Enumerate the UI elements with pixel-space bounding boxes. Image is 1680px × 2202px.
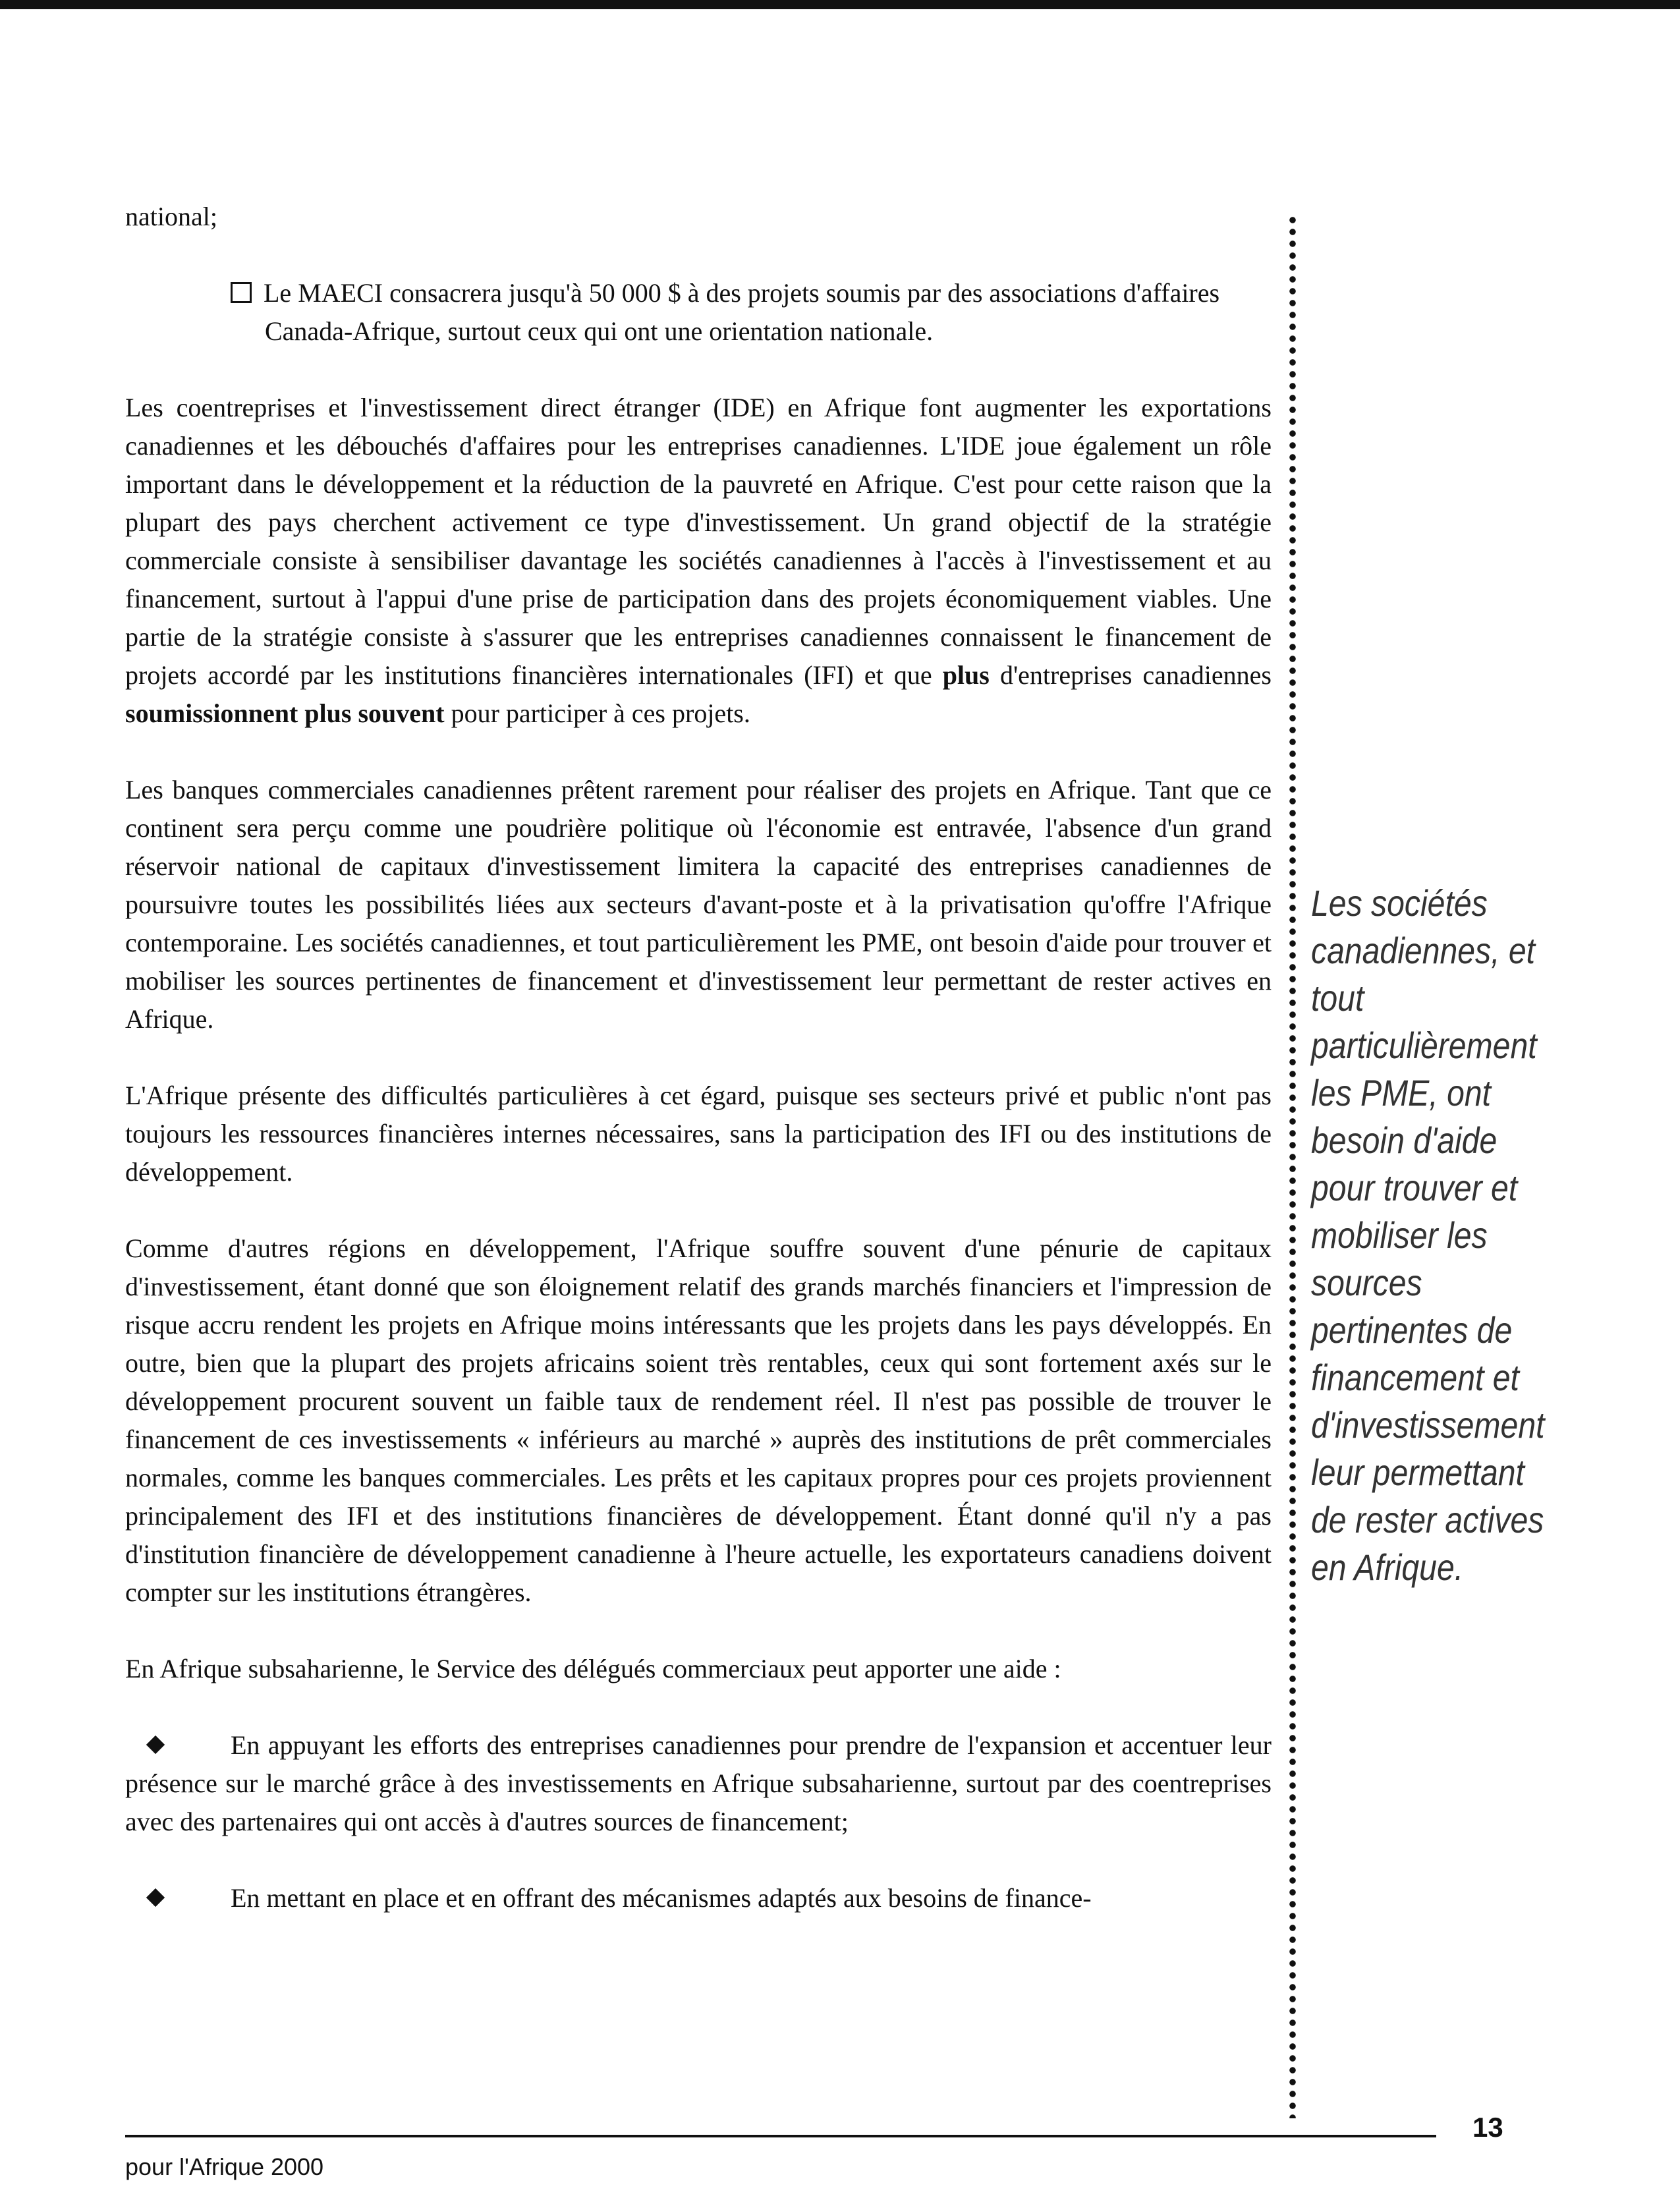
paragraph-service: En Afrique subsaharienne, le Service des délégués commerciaux peut apporter une aide :	[125, 1654, 1061, 1683]
dotted-divider	[1289, 214, 1297, 2118]
bold-plus: plus	[942, 660, 990, 690]
footer-rule	[125, 2135, 1436, 2137]
intro-line: national;	[125, 202, 217, 231]
paragraph-ide	[125, 389, 1272, 733]
bullet-text: En mettant en place et en offrant des mécanismes adaptés aux besoins de finance-	[231, 1883, 1092, 1913]
checkbox-item-text: Le MAECI consacrera jusqu'à 50 000 $ à des projets soumis par des associations d'affaires Canada-Afrique, surtout ceux qui ont une orientation nationale.	[264, 278, 1220, 346]
bullet-item	[125, 1879, 1272, 1917]
checkbox-icon	[231, 282, 252, 303]
top-rule	[0, 0, 1680, 9]
paragraph-ide-end: pour participer à ces projets.	[444, 698, 750, 728]
checkbox-list-item	[231, 274, 1272, 351]
paragraph-ide-text: Les coentreprises et l'investissement direct étranger (IDE) en Afrique font augmenter les exportations canadiennes et les débouchés d'affaires pour les entreprises canadiennes. L'IDE joue également un rôle important dans le développement et la réduction de la pauvreté en Afrique. C'est pour cette raison que la plupart des pays cherchent activement ce type d'investissement. Un grand objectif de la stratégie commerciale consiste à sensibiliser davantage les sociétés canadiennes à l'accès à l'investissement et au financement, surtout à l'appui d'une prise de participation dans des projets économiquement viables. Une partie de la stratégie consiste à s'assurer que les entreprises canadiennes connaissent le financement de projets accordé par les institutions financières internationales (IFI) et que	[125, 393, 1272, 690]
running-title: pour l'Afrique 2000	[125, 2153, 324, 2180]
bullet-item	[125, 1726, 1272, 1841]
paragraph-ide-mid: d'entreprises canadiennes	[989, 660, 1272, 690]
paragraph-penurie: Comme d'autres régions en développement, l'Afrique souffre souvent d'une pénurie de capitaux d'investissement, étant donné que son éloignement relatif des grands marchés financiers et l'impression de risque accru rendent les projets en Afrique moins intéressants que les projets dans les pays développés. En outre, bien que la plupart des projets africains soient très rentables, ceux qui sont fortement axés sur le développement procurent souvent un faible taux de rendement réel. Il n'est pas possible de trouver le financement de ces investissements « inférieurs au marché » auprès des institutions de prêt commerciales normales, comme les banques commerciales. Les prêts et les capitaux propres pour ces projets proviennent principalement des IFI et des institutions financières de développement. Étant donné qu'il n'y a pas d'institution financière de développement canadienne à l'heure actuelle, les exportateurs canadiens doivent compter sur les institutions étrangères.	[125, 1233, 1272, 1607]
paragraph-difficultes: L'Afrique présente des difficultés particulières à cet égard, puisque ses secteurs privé et public n'ont pas toujours les ressources financières internes nécessaires, sans la participation des IFI ou des institutions de développement.	[125, 1081, 1272, 1187]
bold-soumissionnent: soumissionnent plus souvent	[125, 698, 445, 728]
paragraph-banques: Les banques commerciales canadiennes prêtent rarement pour réaliser des projets en Afrique. Tant que ce continent sera perçu comme une poudrière politique où l'économie est entravée, l'absence d'un grand réservoir national de capitaux d'investissement limitera la capacité des entreprises canadiennes de poursuivre toutes les possibilités liées aux secteurs d'avant-poste et à la privatisation qu'offre l'Afrique contemporaine. Les sociétés canadiennes, et tout particulièrement les PME, ont besoin d'aide pour trouver et mobiliser les sources pertinentes de financement et d'investissement leur permettant de rester actives en Afrique.	[125, 775, 1272, 1034]
main-text-column	[125, 198, 1272, 1956]
page-number: 13	[1472, 2112, 1503, 2143]
bullet-text: En appuyant les efforts des entreprises canadiennes pour prendre de l'expansion et accentuer leur présence sur le marché grâce à des investissements en Afrique subsaharienne, surtout par des coentreprises avec des partenaires qui ont accès à d'autres sources de financement;	[125, 1730, 1272, 1836]
pull-quote: Les sociétés canadiennes, et tout particulièrement les PME, ont besoin d'aide pour trouver et mobiliser les sources pertinentes de financement et d'investissement leur permettant de rester actives en Afrique.	[1311, 882, 1545, 1588]
